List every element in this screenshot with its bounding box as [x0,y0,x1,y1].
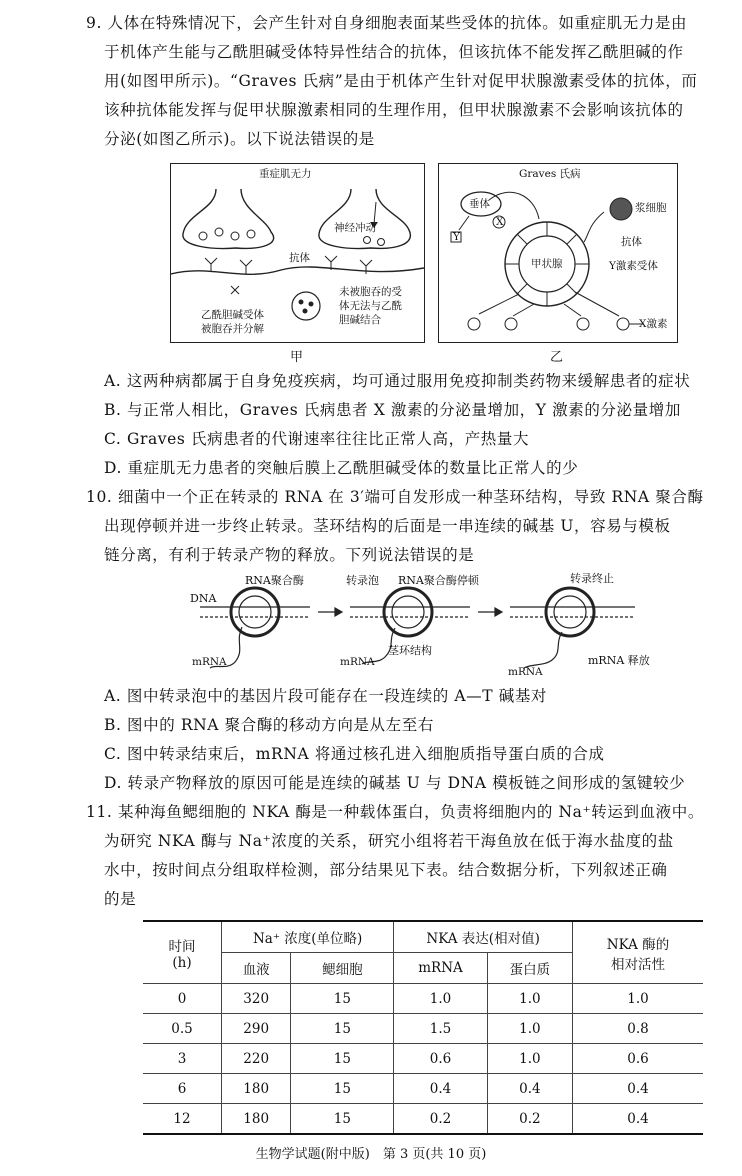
header-nka-activity-line-2: 相对活性 [611,956,665,973]
cell-activity: 0.8 [573,1014,704,1044]
q10-option-a: A. 图中转录泡中的基因片段可能存在一段连续的 A—T 碱基对 [104,687,548,705]
cell-protein: 1.0 [487,1044,572,1074]
header-time-label: 时间 [168,938,196,955]
q10-rnap-label: RNA聚合酶 [245,574,304,587]
q10-pause-label: RNA聚合酶停顿 [398,574,479,587]
cell-protein: 1.0 [487,984,572,1014]
fig-yi-x-hormone: X激素 [639,318,668,330]
q10-terminate-label: 转录终止 [570,572,614,585]
q11-line-2: 为研究 NKA 酶与 Na⁺浓度的关系，研究小组将若干海鱼放在低于海水盐度的盐 [104,832,674,850]
header-nka-expression: NKA 表达(相对值) [394,921,573,953]
cell-blood: 320 [222,984,291,1014]
table-row [143,1074,703,1104]
header-nka-activity-line-1: NKA 酶的 [606,936,670,953]
q11-line-4: 的是 [104,890,137,908]
q11-line-3: 水中，按时间点分组取样检测，部分结果见下表。结合数据分析，下列叙述正确 [104,861,668,879]
q9-line-4: 该种抗体能发挥与促甲状腺激素相同的生理作用，但甲状腺激素不会影响该抗体的 [104,101,684,119]
cell-blood: 220 [222,1044,291,1074]
q10-line-2: 出现停顿并进一步终止转录。茎环结构的后面是一串连续的碱基 U，容易与模板 [104,517,671,535]
fig-yi-antibody: 抗体 [621,236,642,248]
q9-line-3: 用(如图甲所示)。“Graves 氏病”是由于机体产生针对促甲状腺激素受体的抗体，而 [104,72,698,90]
cell-gill: 15 [291,984,394,1014]
cell-blood: 180 [222,1104,291,1135]
q9-line-2: 于机体产生能与乙酰胆碱受体特异性结合的抗体，但该抗体不能发挥乙酰胆碱的作 [104,43,684,61]
q10-line-3: 链分离，有利于转录产物的释放。下列说法错误的是 [104,546,475,564]
header-blood: 血液 [222,953,291,984]
header-na-concentration: Na⁺ 浓度(单位略) [222,921,394,953]
q9-line-1: 9. 人体在特殊情况下，会产生针对自身细胞表面某些受体的抗体。如重症肌无力是由 [86,14,688,32]
q10-option-b: B. 图中的 RNA 聚合酶的移动方向是从左至右 [104,716,434,734]
q9-option-b: B. 与正常人相比，Graves 氏病患者 X 激素的分泌量增加，Y 激素的分泌量增加 [104,401,681,419]
header-mrna: mRNA [394,953,487,984]
header-time-unit: (h) [172,954,192,971]
fig-yi-pituitary: 垂体 [469,198,490,210]
cell-gill: 15 [291,1074,394,1104]
cell-time: 0.5 [143,1014,222,1044]
q10-mrna-label-1: mRNA [192,656,227,668]
cell-mrna: 0.2 [394,1104,487,1135]
page-footer: 生物学试题(附中版) 第 3 页(共 10 页) [255,1147,487,1162]
cell-mrna: 1.0 [394,984,487,1014]
q10-line-1: 10. 细菌中一个正在转录的 RNA 在 3′端可自发形成一种茎环结构，导致 RNA 聚合酶 [86,488,704,506]
header-nka-activity [573,921,704,984]
fig-yi-plasma-cell: 浆细胞 [635,202,667,214]
fig-jia-right-note-1: 未被胞吞的受 [339,286,402,298]
q9-line-5: 分泌(如图乙所示)。以下说法错误的是 [104,130,375,148]
header-gill-cell: 鳃细胞 [291,953,394,984]
cell-mrna: 0.6 [394,1044,487,1074]
fig-yi-title: Graves 氏病 [519,168,581,180]
fig-jia-antibody: 抗体 [289,252,310,264]
fig-jia-left-note-1: 乙酰胆碱受体 [201,309,264,321]
q10-stemloop-label: 茎环结构 [388,644,432,657]
figure-yi [438,163,678,343]
cell-gill: 15 [291,1014,394,1044]
header-protein: 蛋白质 [487,953,572,984]
fig-jia-right-note-3: 胆碱结合 [339,314,381,326]
fig-jia-caption: 甲 [290,350,304,365]
q10-option-c: C. 图中转录结束后，mRNA 将通过核孔进入细胞质指导蛋白质的合成 [104,745,605,763]
fig-yi-caption: 乙 [550,350,564,365]
q9-option-d: D. 重症肌无力患者的突触后膜上乙酰胆碱受体的数量比正常人的少 [104,459,579,477]
fig-jia-nerve-impulse: 神经冲动 [334,222,376,234]
fig-yi-thyroid: 甲状腺 [531,258,563,270]
cell-activity: 0.6 [573,1044,704,1074]
cell-time: 3 [143,1044,222,1074]
q9-option-c: C. Graves 氏病患者的代谢速率往往比正常人高，产热量大 [104,430,530,448]
cell-activity: 0.4 [573,1104,704,1135]
figure-yi-drawing [439,164,677,342]
fig-yi-x-mark: X [496,216,504,228]
cell-time: 6 [143,1074,222,1104]
q11-line-1: 11. 某种海鱼鳃细胞的 NKA 酶是一种载体蛋白，负责将细胞内的 Na⁺转运到血液中。 [86,803,704,821]
cell-activity: 1.0 [573,984,704,1014]
table-row [143,984,703,1014]
q10-dna-label: DNA [190,592,217,605]
cell-time: 12 [143,1104,222,1135]
cell-activity: 0.4 [573,1074,704,1104]
q10-mrna-label-2: mRNA [340,656,375,668]
cell-time: 0 [143,984,222,1014]
cell-blood: 290 [222,1014,291,1044]
q10-option-d: D. 转录产物释放的原因可能是连续的碱基 U 与 DNA 模板链之间形成的氢键较少 [104,774,686,792]
q10-mrna-label-3: mRNA [508,666,543,678]
cell-mrna: 0.4 [394,1074,487,1104]
fig-jia-right-note-2: 体无法与乙酰 [339,300,402,312]
table-row [143,1014,703,1044]
cell-gill: 15 [291,1104,394,1135]
cell-blood: 180 [222,1074,291,1104]
cell-gill: 15 [291,1044,394,1074]
cell-protein: 1.0 [487,1014,572,1044]
cell-protein: 0.2 [487,1104,572,1135]
cell-mrna: 1.5 [394,1014,487,1044]
fig-yi-y-receptor: Y激素受体 [609,260,658,272]
fig-yi-y-mark: Y [453,231,460,243]
cell-protein: 0.4 [487,1074,572,1104]
fig-jia-title: 重症肌无力 [259,168,312,180]
q10-release-label: mRNA 释放 [588,654,650,667]
table-row [143,1104,703,1135]
q11-data-table [143,920,703,1135]
header-time [143,921,222,984]
q9-option-a: A. 这两种病都属于自身免疫疾病，均可通过服用免疫抑制类药物来缓解患者的症状 [104,372,691,390]
q10-bubble-label: 转录泡 [346,574,379,587]
table-row [143,1044,703,1074]
fig-jia-left-note-2: 被胞吞并分解 [201,323,264,335]
q10-figure [190,572,660,682]
figure-jia [170,163,425,343]
